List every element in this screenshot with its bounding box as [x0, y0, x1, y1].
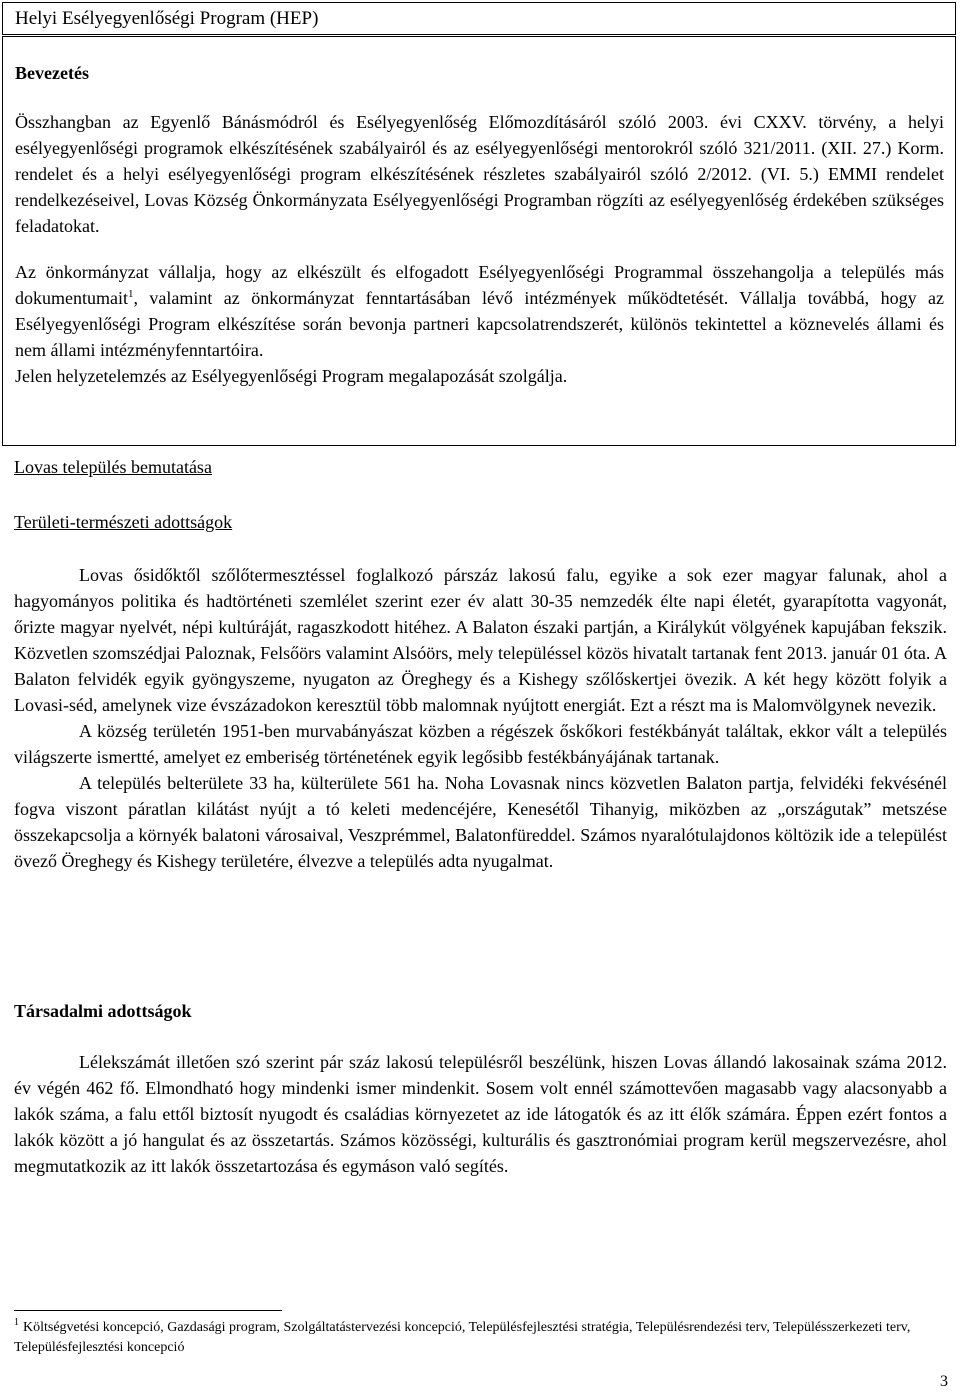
social-paragraph-1: Lélekszámát illetően szó szerint pár száz lakosú településről beszélünk, hiszen Lovas állandó lakosainak száma 2012. év végén 462 fő. Elmondható hogy mindenki ismer mindenkit. Sosem volt ennél számottevően magasabb vagy alacsonyabb a lakók száma, a falu ettől biztosít nyugodt és családias környezetet az ide látogatók és az itt élők számára. Éppen ezért fontos a lakók között a jó hangulat és az összetartás. Számos közösségi, kulturális és gasztronómiai program kerül megszervezésre, ahol megmutatkozik az itt lakók összetartozása és egymáson való segítés. — [14, 1052, 947, 1176]
subsection-natural — [14, 510, 947, 874]
footnote-reference[interactable]: 1 — [127, 288, 134, 300]
document-title: Helyi Esélyegyenlőségi Program (HEP) — [15, 8, 319, 29]
natural-paragraph-2: A község területén 1951-ben murvabányászat közben a régészek őskőkori festékbányát találtak, ekkor vált a település világszerte ismertté, amelyet ez emberiség történetének egyik legősibb festékbányájának tartanak. — [14, 721, 947, 767]
intro-paragraph-2-text-b: , valamint az önkormányzat fenntartásában lévő intézmények működtetését. Vállalja továbbá, hogy az Esélyegyenlőségi Program elkészítése során bevonja partneri kapcsolatrendszerét, különös tekintettel a köznevelés állami és nem állami intézményfenntartóira. — [15, 288, 944, 360]
page-number: 3 — [940, 1373, 948, 1390]
section-settlement — [14, 455, 947, 479]
intro-paragraph-2-text-a: Az önkormányzat vállalja, hogy az elkészült és elfogadott Esélyegyenlőségi Programmal összehangolja a település más dokumentumait — [15, 262, 944, 308]
subsection-social — [14, 999, 947, 1179]
footnote — [14, 1318, 946, 1358]
subsection-heading-social: Társadalmi adottságok — [14, 1001, 192, 1021]
document-title-box — [2, 2, 956, 35]
intro-paragraph-2 — [15, 259, 944, 363]
intro-heading: Bevezetés — [15, 63, 89, 83]
natural-paragraph-3: A település belterülete 33 ha, külterülete 561 ha. Noha Lovasnak nincs közvetlen Balaton partja, felvidéki fekvésénél fogva viszont páratlan kilátást nyújt a tó keleti medencéjére, Kenesétől Tihanyig, miközben az „országutak” metszése összekapcsolja a környék balatoni városaival, Veszprémmel, Balatonfüreddel. Számos nyaralótulajdonos költözik ide a települést övező Öreghegy és Kishegy területére, élvezve a település adta nyugalmat. — [14, 773, 947, 871]
natural-paragraph-1: Lovas ősidőktől szőlőtermesztéssel foglalkozó párszáz lakosú falu, egyike a sok ezer magyar falunak, ahol a hagyományos politika és hadtörténeti szemlélet szerint ezer év alatt 30-35 nemzedék élte napi életét, gyarapította vagyonát, őrizte magyar nyelvét, népi kultúráját, ragaszkodott hitéhez. A Balaton északi partján, a Királykút völgyének kapujában fekszik. Közvetlen szomszédjai Paloznak, Felsőörs valamint Alsóörs, mely településsel közös hivatalt tartanak fent 2013. január 01 óta. A Balaton felvidék egyik gyöngyszeme, nyugaton az Öreghegy és a Kishegy szőlőskertjei övezik. A két hegy között folyik a Lovasi-séd, amelynek vize évszázadokon keresztül több malomnak nyújtott energiát. Ezt a részt ma is Malomvölgynek nevezik. — [14, 565, 947, 715]
footnote-separator — [14, 1310, 282, 1311]
footnote-text: Költségvetési koncepció, Gazdasági program, Szolgáltatástervezési koncepció, Településfejlesztési stratégia, Településrendezési terv, Településszerkezeti terv, Településfejlesztési koncepció — [14, 1320, 911, 1355]
intro-paragraph-3: Jelen helyzetelemzés az Esélyegyenlőségi Program megalapozását szolgálja. — [15, 366, 568, 386]
footnote-number: 1 — [14, 1317, 19, 1329]
intro-box — [2, 36, 956, 446]
intro-paragraph-1: Összhangban az Egyenlő Bánásmódról és Esélyegyenlőség Előmozdításáról szóló 2003. évi CXXV. törvény, a helyi esélyegyenlőségi programok elkészítésének szabályairól és az esélyegyenlőségi mentorokról szóló 321/2011. (XII. 27.) Korm. rendelet és a helyi esélyegyenlőségi program elkészítésének részletes szabályairól szóló 2/2012. (VI. 5.) EMMI rendelet rendelkezéseivel, Lovas Község Önkormányzata Esélyegyenlőségi Programban rögzíti az esélyegyenlőség érdekében szükséges feladatokat. — [15, 112, 944, 236]
section-heading-settlement: Lovas település bemutatása — [14, 457, 212, 477]
subsection-heading-natural: Területi-természeti adottságok — [14, 512, 233, 532]
